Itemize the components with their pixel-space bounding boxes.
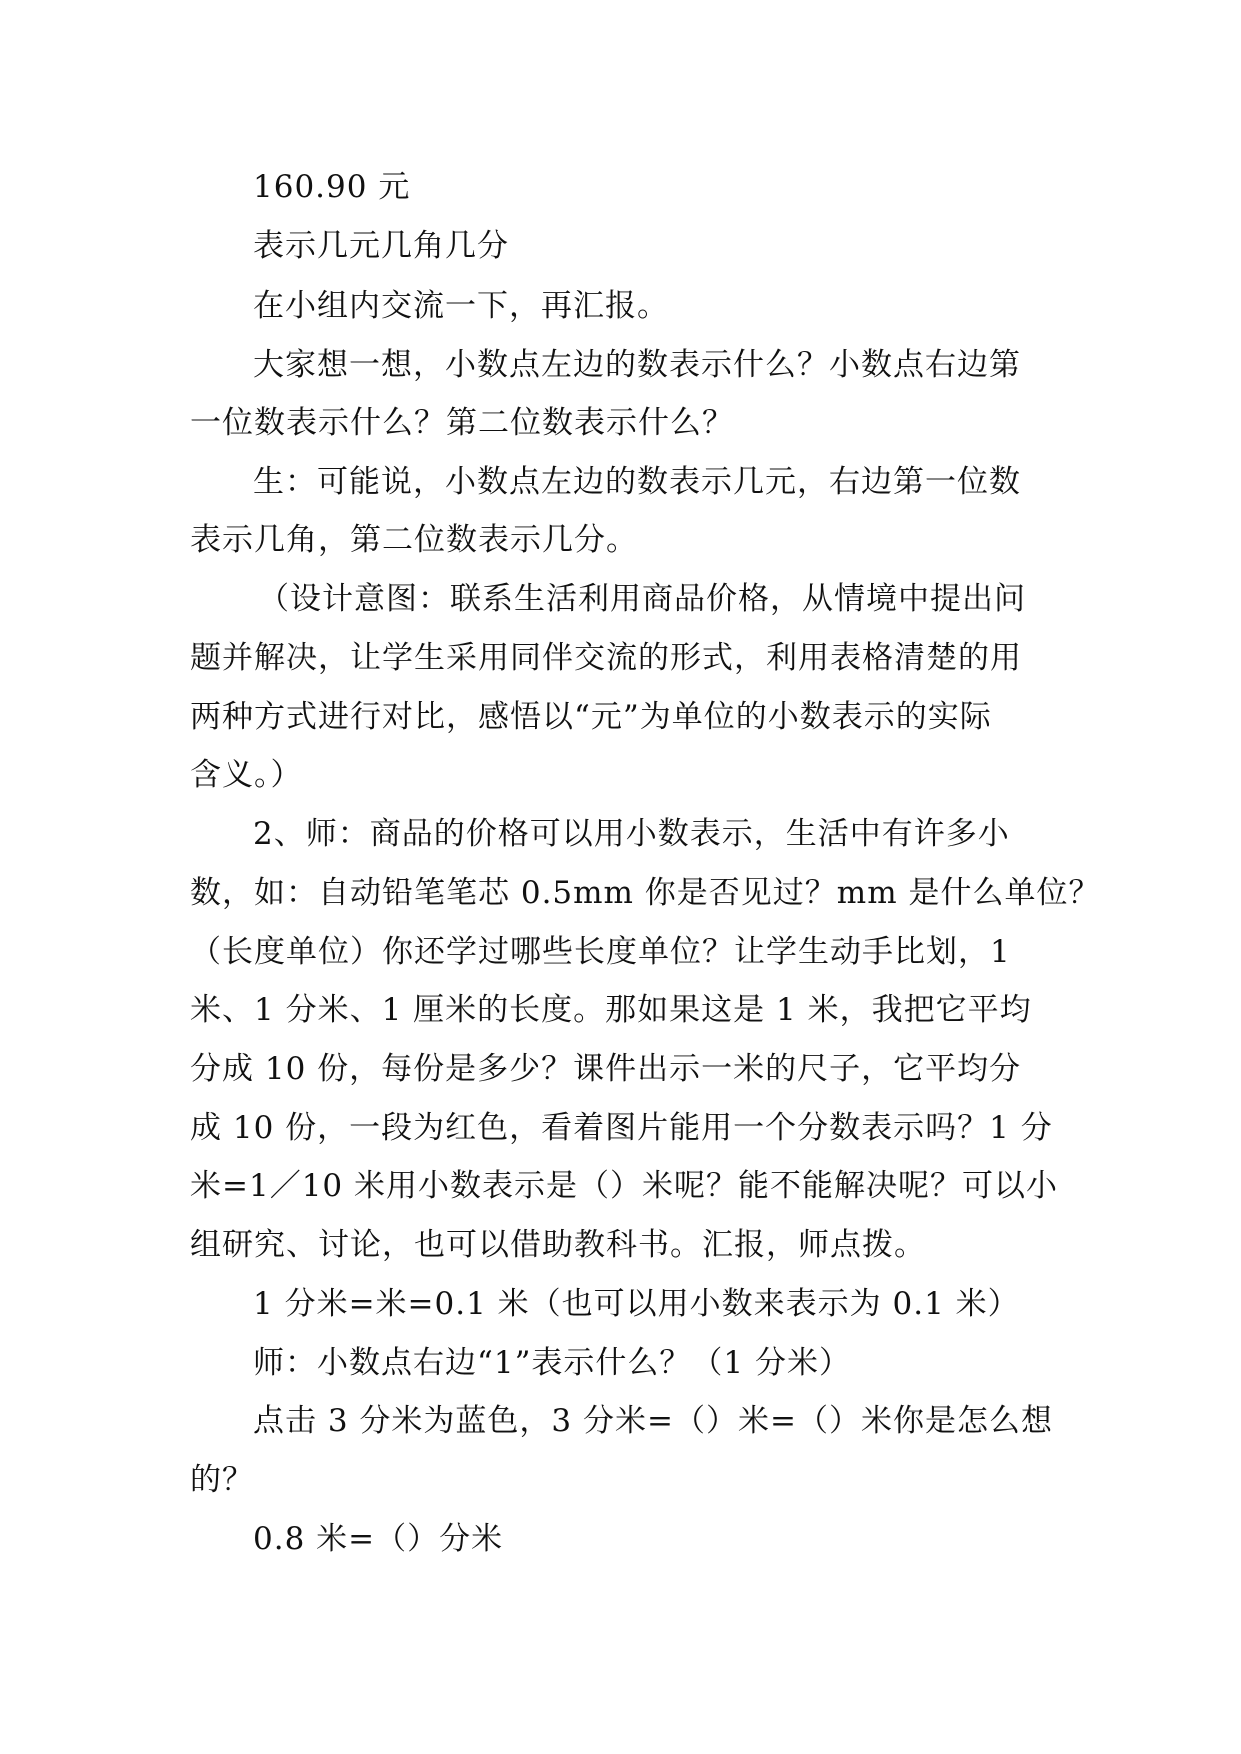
paragraph-line: 一位数表示什么？第二位数表示什么？ xyxy=(190,405,734,441)
paragraph-line: 题并解决，让学生采用同伴交流的形式，利用表格清楚的用 xyxy=(190,640,1022,676)
paragraph-line: 表示几角，第二位数表示几分。 xyxy=(190,522,638,558)
paragraph-line: 点击 3 分米为蓝色，3 分米=（）米=（）米你是怎么想 xyxy=(253,1403,1053,1439)
paragraph-line: 的？ xyxy=(190,1462,254,1498)
paragraph-line: 分成 10 份，每份是多少？课件出示一米的尺子，它平均分 xyxy=(190,1051,1022,1087)
paragraph-line: 米=1／10 米用小数表示是（）米呢？能不能解决呢？可以小 xyxy=(190,1168,1058,1204)
paragraph-line: 表示几元几角几分 xyxy=(253,228,509,264)
paragraph-line: 成 10 份，一段为红色，看着图片能用一个分数表示吗？1 分 xyxy=(190,1110,1053,1146)
paragraph-line: 0.8 米=（）分米 xyxy=(253,1521,504,1557)
paragraph-line: 含义。） xyxy=(190,757,303,793)
paragraph-line: 两种方式进行对比，感悟以“元”为单位的小数表示的实际 xyxy=(190,699,992,735)
paragraph-line: 师：小数点右边“1”表示什么？（1 分米） xyxy=(253,1345,851,1381)
paragraph-line: 160.90 元 xyxy=(253,169,411,205)
paragraph-line: 大家想一想，小数点左边的数表示什么？小数点右边第 xyxy=(253,347,1021,383)
paragraph-line: 生：可能说，小数点左边的数表示几元，右边第一位数 xyxy=(253,464,1021,500)
paragraph-line: 在小组内交流一下，再汇报。 xyxy=(253,288,669,324)
paragraph-line: （设计意图：联系生活利用商品价格，从情境中提出问 xyxy=(258,581,1026,617)
paragraph-line: 数，如：自动铅笔笔芯 0.5mm 你是否见过？mm 是什么单位？ xyxy=(190,875,1101,911)
paragraph-line: 米、1 分米、1 厘米的长度。那如果这是 1 米，我把它平均 xyxy=(190,992,1032,1028)
paragraph-line: 2、师：商品的价格可以用小数表示，生活中有许多小 xyxy=(253,816,1010,852)
paragraph-line: 1 分米=米=0.1 米（也可以用小数来表示为 0.1 米） xyxy=(253,1286,1020,1322)
paragraph-line: （长度单位）你还学过哪些长度单位？让学生动手比划，1 xyxy=(190,934,1011,970)
paragraph-line: 组研究、讨论，也可以借助教科书。汇报，师点拨。 xyxy=(190,1227,926,1263)
